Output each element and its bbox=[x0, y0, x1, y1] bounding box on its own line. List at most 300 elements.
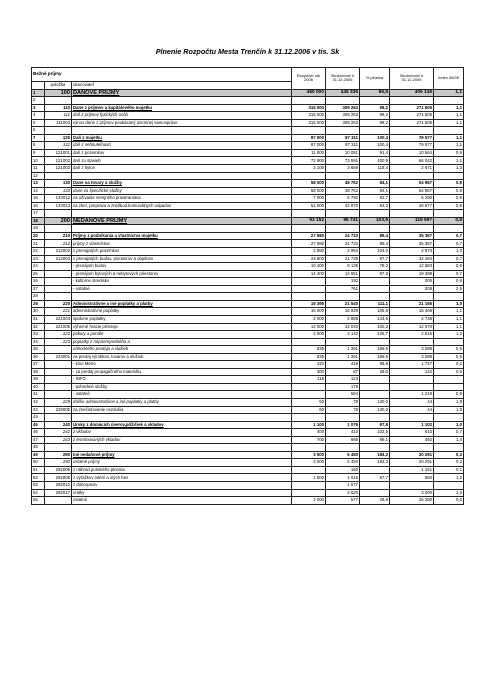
percent-cell bbox=[360, 293, 390, 301]
budget-cell bbox=[292, 97, 326, 105]
budget-cell: 7 000 bbox=[292, 195, 326, 203]
table-row bbox=[32, 383, 464, 391]
item-description-cell: - pohrebné služby bbox=[72, 383, 292, 391]
table-row bbox=[32, 414, 464, 422]
actual-cell: 584 bbox=[326, 391, 360, 399]
index-cell: 1,0 bbox=[434, 421, 464, 429]
table-row bbox=[32, 142, 464, 150]
actual-prev-cell: 79 577 bbox=[390, 142, 434, 150]
item-description-cell: náhodného predaja a služieb bbox=[72, 346, 292, 354]
actual-prev-cell: 19 398 bbox=[390, 270, 434, 278]
budget-cell: 835 bbox=[292, 353, 326, 361]
row-number-cell: 6 bbox=[32, 127, 45, 135]
item-code-cell: 110 bbox=[45, 104, 72, 112]
budget-cell: 3 500 bbox=[292, 459, 326, 467]
percent-cell: 89,4 bbox=[360, 232, 390, 240]
actual-cell: 123 bbox=[326, 376, 360, 384]
item-description-cell bbox=[72, 293, 292, 301]
budget-cell: 3 500 bbox=[292, 451, 326, 459]
item-description-cell: poplatky z nepriemyselného a bbox=[72, 338, 292, 346]
table-row bbox=[32, 481, 464, 489]
col-header-rozpocet: Rozpočet rok 2006 bbox=[292, 68, 326, 90]
item-description-cell bbox=[72, 210, 292, 218]
item-code-cell bbox=[45, 285, 72, 293]
actual-prev-cell: 1 219 bbox=[390, 391, 434, 399]
actual-prev-cell: 20 291 bbox=[390, 451, 434, 459]
col-header-skutocnost: Skutočnosť k 31.12.2006 bbox=[326, 68, 360, 90]
index-cell: 1,0 bbox=[434, 300, 464, 308]
col-header-index: Index 06/05 bbox=[434, 68, 464, 90]
percent-cell: 130,0 bbox=[360, 406, 390, 414]
actual-prev-cell bbox=[390, 338, 434, 346]
percent-cell bbox=[360, 376, 390, 384]
index-cell: 0,7 bbox=[434, 232, 464, 240]
actual-prev-cell: 21 155 bbox=[390, 300, 434, 308]
budget-cell bbox=[292, 210, 326, 218]
budget-cell: 60 bbox=[292, 398, 326, 406]
item-code-cell: 212003 bbox=[45, 255, 72, 263]
budget-cell: 60 bbox=[292, 406, 326, 414]
item-code-cell: 121003 bbox=[45, 165, 72, 173]
actual-cell: 160 bbox=[326, 466, 360, 474]
table-row bbox=[32, 391, 464, 399]
table-row bbox=[32, 119, 464, 127]
item-description-cell: daň z pozemkov bbox=[72, 149, 292, 157]
table-row bbox=[32, 353, 464, 361]
item-description-cell: daň zo stavieb bbox=[72, 157, 292, 165]
table-row bbox=[32, 112, 464, 120]
actual-cell: 309 263 bbox=[326, 119, 360, 127]
actual-prev-cell: 271 605 bbox=[390, 104, 434, 112]
item-code-cell: 221005 bbox=[45, 323, 72, 331]
item-description-cell bbox=[72, 172, 292, 180]
table-row bbox=[32, 451, 464, 459]
item-code-cell: 242 bbox=[45, 429, 72, 437]
item-code-cell bbox=[45, 383, 72, 391]
index-cell bbox=[434, 376, 464, 384]
item-description-cell: Iné nedaňové príjmy bbox=[72, 451, 292, 459]
item-description-cell bbox=[72, 414, 292, 422]
actual-prev-cell: 1 151 bbox=[390, 466, 434, 474]
actual-cell: 12 651 bbox=[326, 270, 360, 278]
percent-cell bbox=[360, 466, 390, 474]
row-number-cell: 13 bbox=[32, 180, 45, 188]
row-number-cell: 14 bbox=[32, 187, 45, 195]
item-code-cell bbox=[45, 346, 72, 354]
percent-cell: 184,3 bbox=[360, 459, 390, 467]
row-number-cell: 49 bbox=[32, 451, 45, 459]
item-description-cell: za znečisťovanie ovzdušia bbox=[72, 406, 292, 414]
row-number-cell: 31 bbox=[32, 315, 45, 323]
percent-cell: 102,5 bbox=[360, 429, 390, 437]
row-number-cell: 9 bbox=[32, 149, 45, 157]
item-code-cell bbox=[45, 270, 72, 278]
table-row bbox=[32, 285, 464, 293]
row-number-cell: 21 bbox=[32, 240, 45, 248]
actual-prev-cell: 35 367 bbox=[390, 232, 434, 240]
percent-cell: 78,2 bbox=[360, 263, 390, 271]
row-number-cell: 11 bbox=[32, 165, 45, 173]
row-number-cell: 50 bbox=[32, 459, 45, 467]
item-description-cell: z vkladov bbox=[72, 429, 292, 437]
actual-prev-cell: 1 102 bbox=[390, 421, 434, 429]
row-number-cell: 16 bbox=[32, 202, 45, 210]
percent-cell bbox=[360, 127, 390, 135]
row-number-cell: 20 bbox=[32, 232, 45, 240]
item-code-cell: 292017 bbox=[45, 489, 72, 497]
table-row bbox=[32, 157, 464, 165]
index-cell: 1,1 bbox=[434, 112, 464, 120]
table-row bbox=[32, 270, 464, 278]
row-number-cell: 26 bbox=[32, 278, 45, 286]
item-description-cell: daň z príjmov fyzických osôb bbox=[72, 112, 292, 120]
row-number-cell: 46 bbox=[32, 429, 45, 437]
budget-cell: 14 400 bbox=[292, 270, 326, 278]
actual-prev-cell: 2 738 bbox=[390, 315, 434, 323]
actual-prev-cell: 44 bbox=[390, 398, 434, 406]
index-cell: 0,9 bbox=[434, 278, 464, 286]
actual-prev-cell bbox=[390, 444, 434, 452]
percent-cell: 84,3 bbox=[360, 202, 390, 210]
row-number-cell: 1 bbox=[32, 89, 45, 97]
item-description-cell bbox=[72, 97, 292, 105]
actual-cell: 16 929 bbox=[326, 308, 360, 316]
actual-cell: 1 677 bbox=[326, 481, 360, 489]
index-cell: 1,8 bbox=[434, 398, 464, 406]
index-cell: 0,6 bbox=[434, 368, 464, 376]
item-code-cell: 130 bbox=[45, 180, 72, 188]
actual-prev-cell bbox=[390, 414, 434, 422]
row-number-cell: 55 bbox=[32, 497, 45, 505]
row-number-cell: 48 bbox=[32, 444, 45, 452]
actual-cell: 178 bbox=[326, 383, 360, 391]
index-cell: 1,4 bbox=[434, 436, 464, 444]
actual-prev-cell: 54 967 bbox=[390, 187, 434, 195]
table-row bbox=[32, 429, 464, 437]
row-number-cell: 42 bbox=[32, 398, 45, 406]
actual-prev-cell bbox=[390, 376, 434, 384]
row-number-cell: 8 bbox=[32, 142, 45, 150]
item-description-cell: - INFO bbox=[72, 376, 292, 384]
row-number-cell: 53 bbox=[32, 481, 45, 489]
budget-cell: 700 bbox=[292, 436, 326, 444]
col-header-polozka: položka bbox=[45, 82, 72, 90]
actual-cell: 1 391 bbox=[326, 346, 360, 354]
budget-cell: 460 000 bbox=[292, 89, 326, 97]
row-number-cell: 4 bbox=[32, 112, 45, 120]
actual-cell: 78 bbox=[326, 406, 360, 414]
budget-cell: 2 880 bbox=[292, 248, 326, 256]
budget-cell bbox=[292, 466, 326, 474]
index-cell bbox=[434, 444, 464, 452]
percent-cell: 125,7 bbox=[360, 331, 390, 339]
index-cell: 2,5 bbox=[434, 285, 464, 293]
budget-cell: 87 000 bbox=[292, 142, 326, 150]
actual-prev-cell bbox=[390, 383, 434, 391]
index-cell: 1,1 bbox=[434, 157, 464, 165]
index-cell: 1,1 bbox=[434, 142, 464, 150]
index-cell: 1,1 bbox=[434, 308, 464, 316]
table-row bbox=[32, 315, 464, 323]
actual-prev-cell: 492 bbox=[390, 436, 434, 444]
row-number-cell: 35 bbox=[32, 346, 45, 354]
row-number-cell: 29 bbox=[32, 300, 45, 308]
row-number-cell: 22 bbox=[32, 248, 45, 256]
budget-cell: 1 500 bbox=[292, 474, 326, 482]
percent-cell: 99,8 bbox=[360, 361, 390, 369]
table-row bbox=[32, 165, 464, 173]
budget-cell: 27 680 bbox=[292, 240, 326, 248]
index-cell: 0,9 bbox=[434, 187, 464, 195]
row-number-cell: 44 bbox=[32, 414, 45, 422]
actual-prev-cell: 860 bbox=[390, 474, 434, 482]
table-row bbox=[32, 497, 464, 505]
actual-cell: 73 591 bbox=[326, 157, 360, 165]
actual-cell: 2 994 bbox=[326, 248, 360, 256]
row-number-cell: 10 bbox=[32, 157, 45, 165]
table-row bbox=[32, 346, 464, 354]
table-row bbox=[32, 444, 464, 452]
item-code-cell: 223 bbox=[45, 338, 72, 346]
actual-cell bbox=[326, 293, 360, 301]
budget-cell bbox=[292, 172, 326, 180]
budget-cell bbox=[292, 278, 326, 286]
actual-prev-cell: 308 bbox=[390, 285, 434, 293]
table-row bbox=[32, 127, 464, 135]
percent-cell: 87,9 bbox=[360, 270, 390, 278]
item-code-cell bbox=[45, 361, 72, 369]
budget-cell: 315 000 bbox=[292, 112, 326, 120]
header-row bbox=[32, 68, 464, 82]
index-cell bbox=[434, 338, 464, 346]
actual-cell bbox=[326, 97, 360, 105]
item-description-cell: - ostatné bbox=[72, 285, 292, 293]
row-number-cell: 15 bbox=[32, 195, 45, 203]
item-code-cell: 243 bbox=[45, 436, 72, 444]
index-cell: 0,9 bbox=[434, 149, 464, 157]
table-row bbox=[32, 466, 464, 474]
budget-cell: 58 000 bbox=[292, 180, 326, 188]
item-description-cell: daň z bytov bbox=[72, 165, 292, 173]
table-row bbox=[32, 248, 464, 256]
item-code-cell: 212002 bbox=[45, 248, 72, 256]
row-number-cell: 27 bbox=[32, 285, 45, 293]
index-cell: 1,0 bbox=[434, 489, 464, 497]
item-code-cell: 111 bbox=[45, 112, 72, 120]
page-title: Plnenie Rozpočtu Mesta Trenčín k 31.12.2006 v tis. Sk bbox=[155, 47, 340, 56]
row-number-cell: 32 bbox=[32, 323, 45, 331]
table-row bbox=[32, 134, 464, 142]
budget-cell bbox=[292, 481, 326, 489]
item-code-cell bbox=[45, 293, 72, 301]
index-cell: 1,8 bbox=[434, 406, 464, 414]
index-cell: 0,0 bbox=[434, 497, 464, 505]
index-cell: 1,3 bbox=[434, 165, 464, 173]
table-row bbox=[32, 406, 464, 414]
actual-cell: 3 669 bbox=[326, 165, 360, 173]
index-cell: 0,7 bbox=[434, 270, 464, 278]
table-row bbox=[32, 293, 464, 301]
item-code-cell: 292006 bbox=[45, 466, 72, 474]
item-code-cell bbox=[45, 391, 72, 399]
actual-cell: 96 741 bbox=[326, 217, 360, 225]
section-label bbox=[32, 68, 292, 82]
table-row bbox=[32, 232, 464, 240]
row-number-cell: 40 bbox=[32, 383, 45, 391]
index-cell: 0,6 bbox=[434, 263, 464, 271]
actual-prev-cell: 3 088 bbox=[390, 346, 434, 354]
actual-prev-cell: 66 042 bbox=[390, 157, 434, 165]
percent-cell bbox=[360, 414, 390, 422]
percent-cell: 91,4 bbox=[360, 149, 390, 157]
table-row bbox=[32, 323, 464, 331]
item-description-cell: z dobropisov bbox=[72, 481, 292, 489]
actual-prev-cell: 12 670 bbox=[390, 323, 434, 331]
item-code-cell: 120 bbox=[45, 134, 72, 142]
actual-prev-cell bbox=[390, 225, 434, 233]
item-code-cell bbox=[45, 414, 72, 422]
actual-prev-cell: 205 bbox=[390, 278, 434, 286]
col-header-skutocnost-prev: Skutočnosť k 31.12.2005 bbox=[390, 68, 434, 90]
index-cell: 1,2 bbox=[434, 474, 464, 482]
index-cell: 1,1 bbox=[434, 89, 464, 97]
index-cell: 0,9 bbox=[434, 180, 464, 188]
index-cell: 0,2 bbox=[434, 361, 464, 369]
actual-prev-cell: 10 664 bbox=[390, 149, 434, 157]
actual-cell: 192 bbox=[326, 278, 360, 286]
item-code-cell: 240 bbox=[45, 421, 72, 429]
actual-prev-cell: 3 000 bbox=[390, 489, 434, 497]
percent-cell: 103,9 bbox=[360, 217, 390, 225]
actual-cell: 410 bbox=[326, 429, 360, 437]
actual-prev-cell: 20 291 bbox=[390, 459, 434, 467]
budget-cell bbox=[292, 127, 326, 135]
actual-prev-cell bbox=[390, 97, 434, 105]
percent-cell: 111,1 bbox=[360, 300, 390, 308]
row-number-cell: 24 bbox=[32, 263, 45, 271]
actual-prev-cell: 15 408 bbox=[390, 308, 434, 316]
index-cell bbox=[434, 127, 464, 135]
budget-cell bbox=[292, 225, 326, 233]
percent-cell bbox=[360, 285, 390, 293]
item-description-cell: príjmy z vlastníctva bbox=[72, 240, 292, 248]
row-number-cell: 3 bbox=[32, 104, 45, 112]
percent-cell: 98,2 bbox=[360, 112, 390, 120]
index-cell: 1,1 bbox=[434, 315, 464, 323]
item-description-cell: za predaj výrobkov, tovarov a služieb bbox=[72, 353, 292, 361]
item-description-cell: výherné hracie prístroje bbox=[72, 323, 292, 331]
table-row bbox=[32, 278, 464, 286]
actual-cell: 761 bbox=[326, 285, 360, 293]
actual-cell: 42 970 bbox=[326, 202, 360, 210]
item-code-cell: 210 bbox=[45, 232, 72, 240]
budget-cell: 11 000 bbox=[292, 149, 326, 157]
item-code-cell: 292008 bbox=[45, 474, 72, 482]
budget-cell: 58 000 bbox=[292, 187, 326, 195]
item-description-cell: ďalšie administratívne a iné poplatky a platby bbox=[72, 398, 292, 406]
actual-prev-cell: 44 bbox=[390, 406, 434, 414]
actual-cell: 6 450 bbox=[326, 459, 360, 467]
table-row bbox=[32, 89, 464, 97]
actual-prev-cell: 54 967 bbox=[390, 180, 434, 188]
row-number-cell: 2 bbox=[32, 97, 45, 105]
actual-cell bbox=[326, 127, 360, 135]
budget-cell: 420 bbox=[292, 361, 326, 369]
index-cell bbox=[434, 172, 464, 180]
item-code-cell: 200 bbox=[45, 217, 72, 225]
item-description-cell: Úroky z domácich úverov,pôžičiek a vkladov bbox=[72, 421, 292, 429]
item-description-cell: Daň z majetku bbox=[72, 134, 292, 142]
actual-cell: 419 bbox=[326, 361, 360, 369]
item-description-cell: z prenajatých pozemkov bbox=[72, 248, 292, 256]
item-description-cell: z termínovaných vkladov bbox=[72, 436, 292, 444]
table-row bbox=[32, 436, 464, 444]
row-number-cell: 51 bbox=[32, 466, 45, 474]
actual-prev-cell: 2 873 bbox=[390, 248, 434, 256]
item-code-cell: 220 bbox=[45, 300, 72, 308]
index-cell: 0,5 bbox=[434, 346, 464, 354]
item-code-cell: 222 bbox=[45, 331, 72, 339]
item-description-cell: ostatné bbox=[72, 497, 292, 505]
table-row bbox=[32, 459, 464, 467]
index-cell bbox=[434, 210, 464, 218]
budget-cell: 14 000 bbox=[292, 323, 326, 331]
index-cell: 1,2 bbox=[434, 331, 464, 339]
row-number-cell: 43 bbox=[32, 406, 45, 414]
actual-cell bbox=[326, 225, 360, 233]
budget-cell: 51 000 bbox=[292, 202, 326, 210]
budget-cell bbox=[292, 391, 326, 399]
actual-prev-cell: 271 605 bbox=[390, 112, 434, 120]
actual-cell: 445 336 bbox=[326, 89, 360, 97]
budget-cell bbox=[292, 444, 326, 452]
item-description-cell: za užívanie verejného priestranstva bbox=[72, 195, 292, 203]
item-description-cell: - ostatné bbox=[72, 391, 292, 399]
row-number-cell: 47 bbox=[32, 436, 45, 444]
index-cell: 0,7 bbox=[434, 255, 464, 263]
budget-cell bbox=[292, 414, 326, 422]
budget-cell: 300 bbox=[292, 368, 326, 376]
item-code-cell: 121 bbox=[45, 142, 72, 150]
percent-cell: 28,9 bbox=[360, 497, 390, 505]
table-row bbox=[32, 104, 464, 112]
budget-cell: 1 100 bbox=[292, 421, 326, 429]
table-row bbox=[32, 361, 464, 369]
percent-cell: 82,7 bbox=[360, 195, 390, 203]
percent-cell: 87,7 bbox=[360, 255, 390, 263]
actual-cell: 78 bbox=[326, 398, 360, 406]
item-code-cell bbox=[45, 368, 72, 376]
item-code-cell: 100 bbox=[45, 89, 72, 97]
table-row bbox=[32, 263, 464, 271]
percent-cell bbox=[360, 97, 390, 105]
actual-prev-cell bbox=[390, 481, 434, 489]
item-description-cell: - kino Metro bbox=[72, 361, 292, 369]
percent-cell bbox=[360, 383, 390, 391]
table-row bbox=[32, 376, 464, 384]
percent-cell: 98,2 bbox=[360, 119, 390, 127]
actual-prev-cell: 32 494 bbox=[390, 255, 434, 263]
row-number-cell: 18 bbox=[32, 217, 45, 225]
percent-cell: 100,4 bbox=[360, 142, 390, 150]
table-row bbox=[32, 331, 464, 339]
actual-cell: 8 135 bbox=[326, 263, 360, 271]
item-code-cell: 212 bbox=[45, 240, 72, 248]
item-code-cell: 133013 bbox=[45, 202, 72, 210]
budget-cell: 72 900 bbox=[292, 157, 326, 165]
budget-cell: 3 100 bbox=[292, 165, 326, 173]
item-code-cell: 229005 bbox=[45, 406, 72, 414]
